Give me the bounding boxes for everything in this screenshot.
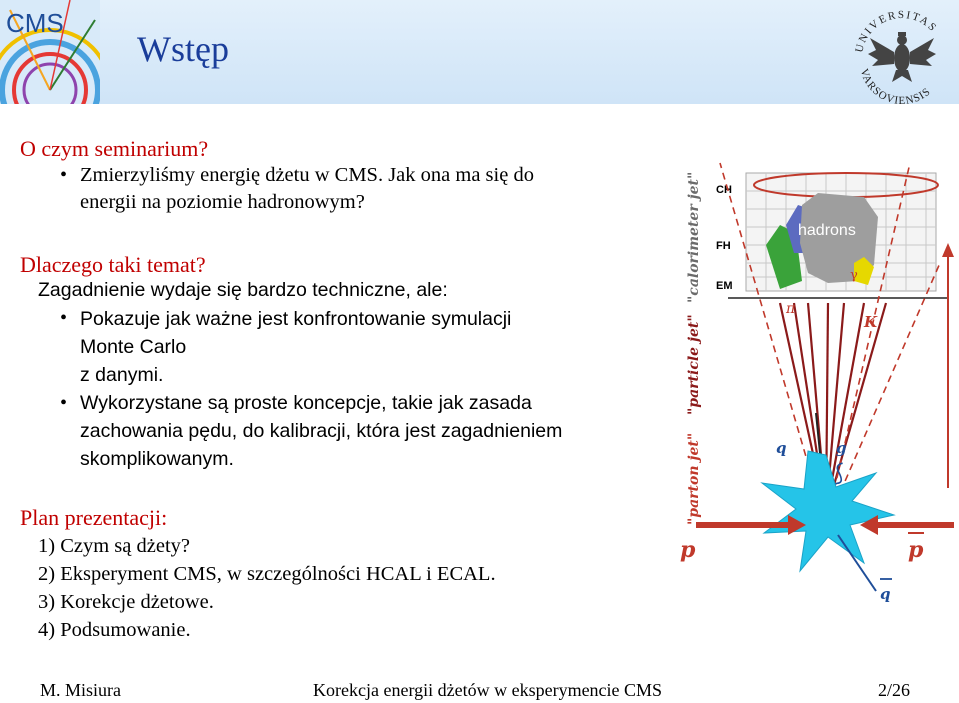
plan-item: 1) Czym są dżety? [38, 535, 190, 557]
svg-text:UNIVERSITAS: UNIVERSITAS [853, 8, 940, 54]
bullet-text: Monte Carlo [80, 336, 187, 358]
university-seal-logo [848, 2, 956, 110]
layer-label-ch: CH [716, 184, 732, 196]
bullet-dot: • [60, 307, 68, 329]
pi-label: π [786, 301, 796, 317]
bullet-text: z danymi. [80, 364, 164, 386]
hadrons-label: hadrons [798, 222, 856, 239]
gluon-label: g [836, 439, 847, 457]
bullet-text: skomplikowanym. [80, 448, 234, 470]
plan-item: 4) Podsumowanie. [38, 619, 191, 641]
plan-item: 2) Eksperyment CMS, w szczególności HCAL i ECAL. [38, 563, 496, 585]
antiquark-label: q [880, 585, 891, 603]
bullet-dot: • [60, 392, 68, 414]
cms-logo [0, 0, 100, 104]
quark-label: q [776, 439, 787, 457]
jet-diagram [668, 153, 958, 623]
bullet-text: zachowania pędu, do kalibracji, która jest zagadnieniem [80, 420, 563, 442]
particle-jet-label: "particle jet" [686, 314, 702, 415]
footer-author: M. Misiura [40, 680, 121, 700]
page-title: Wstęp [137, 29, 229, 69]
antiproton-label: p [908, 537, 924, 563]
calorimeter-jet-label: "calorimeter jet" [686, 171, 702, 303]
footer-title: Korekcja energii dżetów w eksperymencie CMS [313, 680, 663, 700]
intro-text: Zagadnienie wydaje się bardzo techniczne, ale: [38, 279, 448, 301]
svg-text:CMS: CMS [6, 8, 64, 38]
section-heading-about: O czym seminarium? [20, 136, 209, 161]
bullet-text: Zmierzyliśmy energię dżetu w CMS. Jak ona ma się do [80, 164, 534, 186]
layer-label-em: EM [716, 280, 733, 292]
gamma-label: γ [850, 268, 858, 283]
parton-jet-label: "parton jet" [686, 432, 702, 525]
bullet-dot: • [60, 164, 68, 186]
bullet-text: Wykorzystane są proste koncepcje, takie jak zasada [80, 392, 532, 414]
layer-label-fh: FH [716, 240, 731, 252]
svg-text:VARSOVIENSIS: VARSOVIENSIS [857, 67, 934, 108]
section-heading-why: Dlaczego taki temat? [20, 252, 206, 277]
bullet-text: Pokazuje jak ważne jest konfrontowanie symulacji [80, 308, 512, 330]
kaon-label: K [864, 313, 878, 331]
proton-label: p [680, 537, 696, 563]
bullet-text: energii na poziomie hadronowym? [80, 191, 365, 213]
footer-page-number: 2/26 [878, 680, 911, 700]
plan-item: 3) Korekcje dżetowe. [38, 591, 214, 613]
section-heading-plan: Plan prezentacji: [20, 505, 168, 530]
